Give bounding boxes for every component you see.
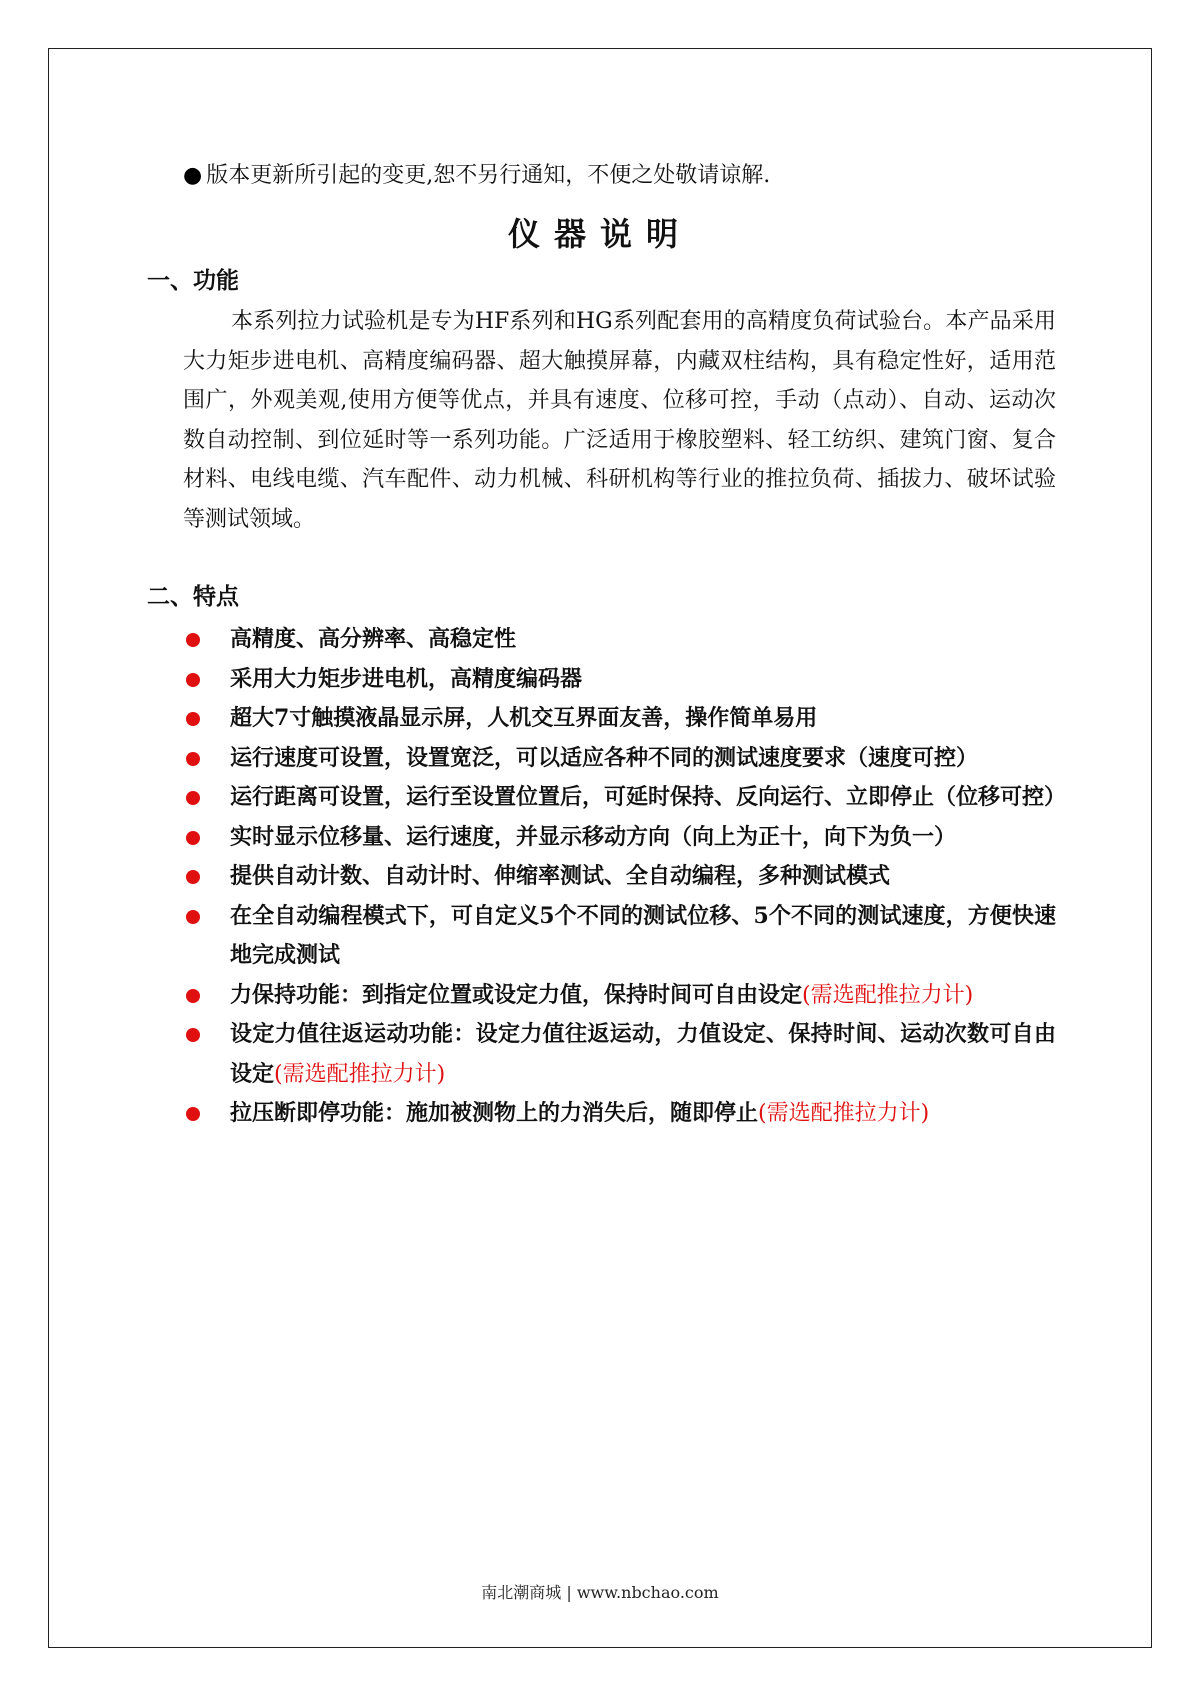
notice-text: 版本更新所引起的变更,恕不另行通知，不便之处敬请谅解. — [206, 163, 771, 188]
feature-text: 力保持功能：到指定位置或设定力值，保持时间可自由设定 — [230, 981, 803, 1008]
red-bullet-icon — [186, 1028, 200, 1042]
feature-text: 在全自动编程模式下，可自定义5个不同的测试位移、5个不同的测试速度，方便快速地完成测试 — [230, 902, 1056, 968]
version-notice — [183, 160, 770, 192]
feature-item — [183, 857, 1056, 897]
red-bullet-icon — [186, 1107, 200, 1121]
feature-item — [183, 699, 1056, 739]
feature-item — [183, 897, 1056, 976]
feature-item — [183, 1015, 1056, 1094]
feature-text: 运行距离可设置，运行至设置位置后，可延时保持、反向运行、立即停止（位移可控） — [230, 784, 1067, 810]
feature-text: 高精度、高分辨率、高稳定性 — [230, 626, 517, 652]
red-bullet-icon — [186, 673, 200, 687]
feature-item — [183, 778, 1067, 818]
feature-note: (需选配推拉力计) — [274, 1061, 446, 1087]
section-heading-function: 一、功能 — [147, 267, 239, 294]
red-bullet-icon — [186, 712, 200, 726]
feature-item — [183, 620, 1056, 660]
document-title: 仪器说明 — [507, 215, 692, 253]
feature-item — [183, 660, 1056, 700]
page-footer: 南北潮商城 | www.nbchao.com — [481, 1583, 719, 1602]
feature-item — [183, 1094, 1056, 1134]
red-bullet-icon — [186, 633, 200, 647]
feature-note: (需选配推拉力计) — [802, 982, 974, 1008]
feature-text: 提供自动计数、自动计时、伸缩率测试、全自动编程，多种测试模式 — [230, 863, 891, 889]
feature-text: 超大7寸触摸液晶显示屏，人机交互界面友善，操作简单易用 — [230, 705, 818, 731]
red-bullet-icon — [186, 791, 200, 805]
red-bullet-icon — [186, 831, 200, 845]
feature-list — [183, 620, 1067, 1134]
feature-text: 实时显示位移量、运行速度，并显示移动方向（向上为正十，向下为负一） — [230, 823, 957, 850]
feature-item — [183, 739, 1056, 779]
red-bullet-icon — [186, 910, 200, 924]
red-bullet-icon — [186, 870, 200, 884]
feature-text: 设定力值往返运动功能：设定力值往返运动，力值设定、保持时间、运动次数可自由设定 — [230, 1021, 1056, 1087]
feature-text: 拉压断即停功能：施加被测物上的力消失后，随即停止 — [230, 1100, 759, 1126]
feature-note: (需选配推拉力计) — [758, 1101, 930, 1126]
function-paragraph: 本系列拉力试验机是专为HF系列和HG系列配套用的高精度负荷试验台。本产品采用大力矩步进电机、高精度编码器、超大触摸屏幕，内藏双柱结构，具有稳定性好，适用范围广，外观美观,使用方便等优点，并具有速度、位移可控，手动（点动）、自动、运动次数自动控制、到位延时等一系列功能。广泛适用于橡胶塑料、轻工纺织、建筑门窗、复合材料、电线电缆、汽车配件、动力机械、科研机构等行业的推拉负荷、插拔力、破坏试验等测试领域。 — [183, 309, 1056, 532]
notice-bullet: ● — [183, 163, 203, 188]
feature-text: 采用大力矩步进电机，高精度编码器 — [230, 665, 583, 692]
red-bullet-icon — [186, 989, 200, 1003]
feature-item — [183, 818, 1056, 858]
red-bullet-icon — [186, 752, 200, 766]
section-heading-features: 二、特点 — [147, 583, 239, 610]
feature-text: 运行速度可设置，设置宽泛，可以适应各种不同的测试速度要求（速度可控） — [230, 744, 979, 771]
feature-item — [183, 976, 1056, 1016]
